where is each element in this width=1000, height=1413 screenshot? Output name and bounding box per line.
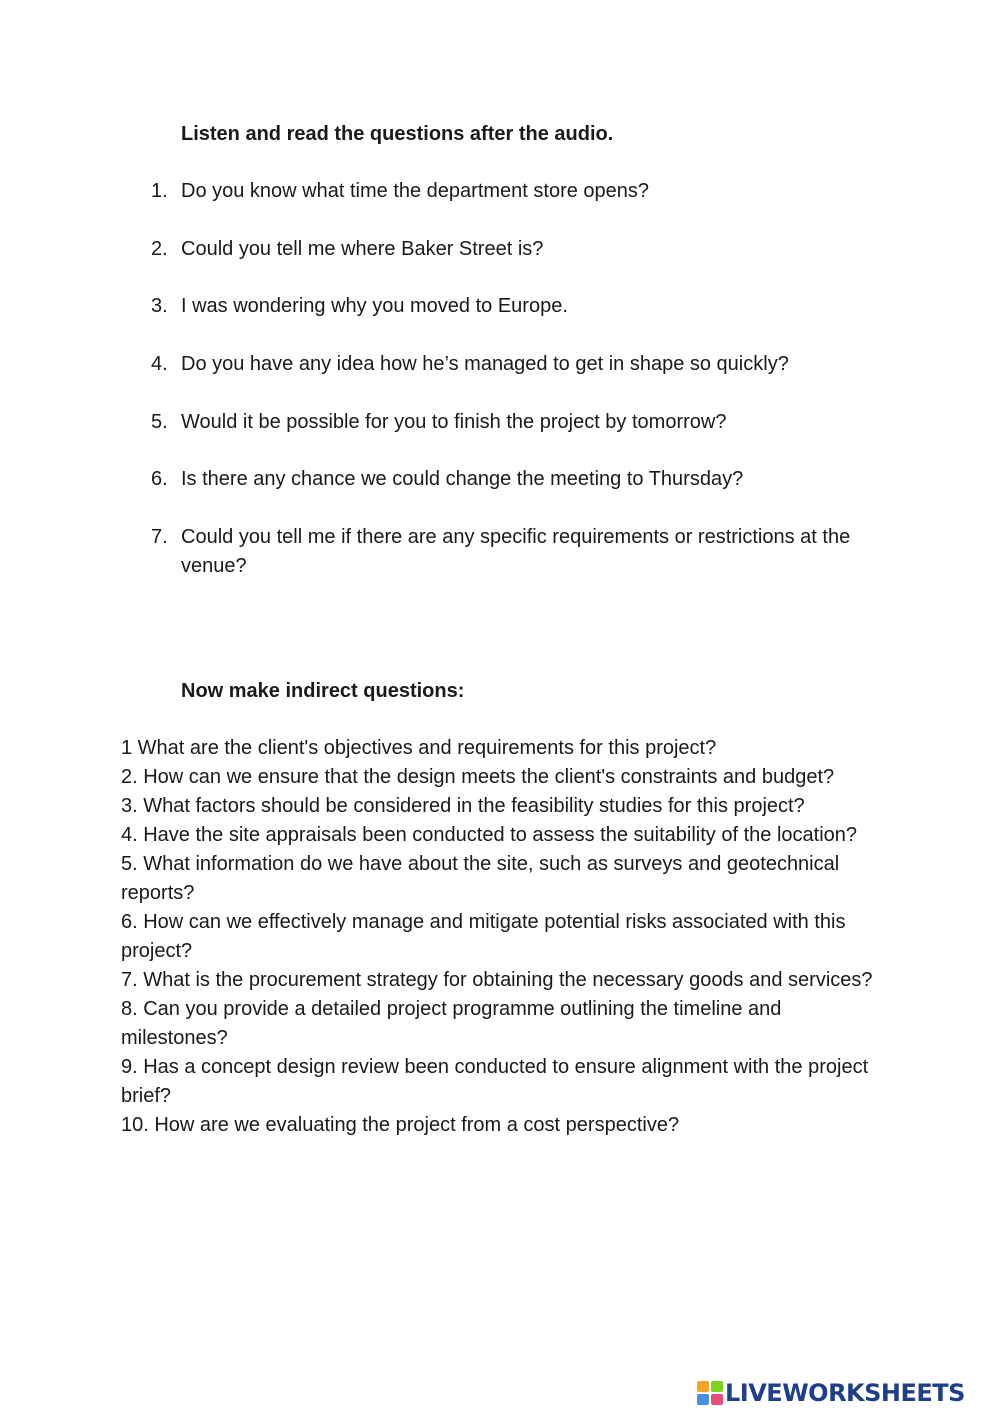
heading-listen: Listen and read the questions after the audio.	[181, 123, 614, 145]
list-item: 6. How can we effectively manage and mitigate potential risks associated with this project?	[121, 911, 846, 962]
list-item: 4. Have the site appraisals been conducted to assess the suitability of the location?	[121, 824, 858, 846]
list-item: 8. Can you provide a detailed project programme outlining the timeline and milestones?	[121, 998, 782, 1049]
logo-text: LIVEWORKSHEETS	[725, 1379, 965, 1407]
item-number: 5.	[151, 411, 168, 433]
liveworksheets-logo-icon	[697, 1381, 723, 1405]
list-item: 3. What factors should be considered in the feasibility studies for this project?	[121, 795, 805, 817]
item-number: 4.	[151, 353, 168, 375]
indirect-question-list	[121, 734, 881, 1140]
item-number: 3.	[151, 295, 168, 317]
item-number: 6.	[151, 468, 168, 490]
item-text: Would it be possible for you to finish the project by tomorrow?	[181, 411, 727, 433]
list-item: 10. How are we evaluating the project from a cost perspective?	[121, 1114, 680, 1136]
item-text: Could you tell me where Baker Street is?	[181, 238, 544, 260]
list-item: 7. What is the procurement strategy for obtaining the necessary goods and services?	[121, 969, 873, 991]
list-item: 9. Has a concept design review been conducted to ensure alignment with the project brief?	[121, 1056, 869, 1107]
list-item: 2. How can we ensure that the design meets the client's constraints and budget?	[121, 766, 835, 788]
heading-indirect: Now make indirect questions:	[181, 680, 465, 702]
item-text: Could you tell me if there are any specific requirements or restrictions at the venue?	[181, 526, 851, 577]
item-number: 7.	[151, 526, 168, 548]
item-number: 2.	[151, 238, 168, 260]
list-item: 5. What information do we have about the site, such as surveys and geotechnical reports?	[121, 853, 840, 904]
item-text: I was wondering why you moved to Europe.	[181, 295, 568, 317]
item-text: Do you have any idea how he’s managed to get in shape so quickly?	[181, 353, 789, 375]
list-item: 1 What are the client's objectives and requirements for this project?	[121, 737, 717, 759]
item-text: Do you know what time the department store opens?	[181, 180, 650, 202]
item-number: 1.	[151, 180, 168, 202]
item-text: Is there any chance we could change the meeting to Thursday?	[181, 468, 744, 490]
liveworksheets-logo[interactable]	[697, 1380, 965, 1406]
